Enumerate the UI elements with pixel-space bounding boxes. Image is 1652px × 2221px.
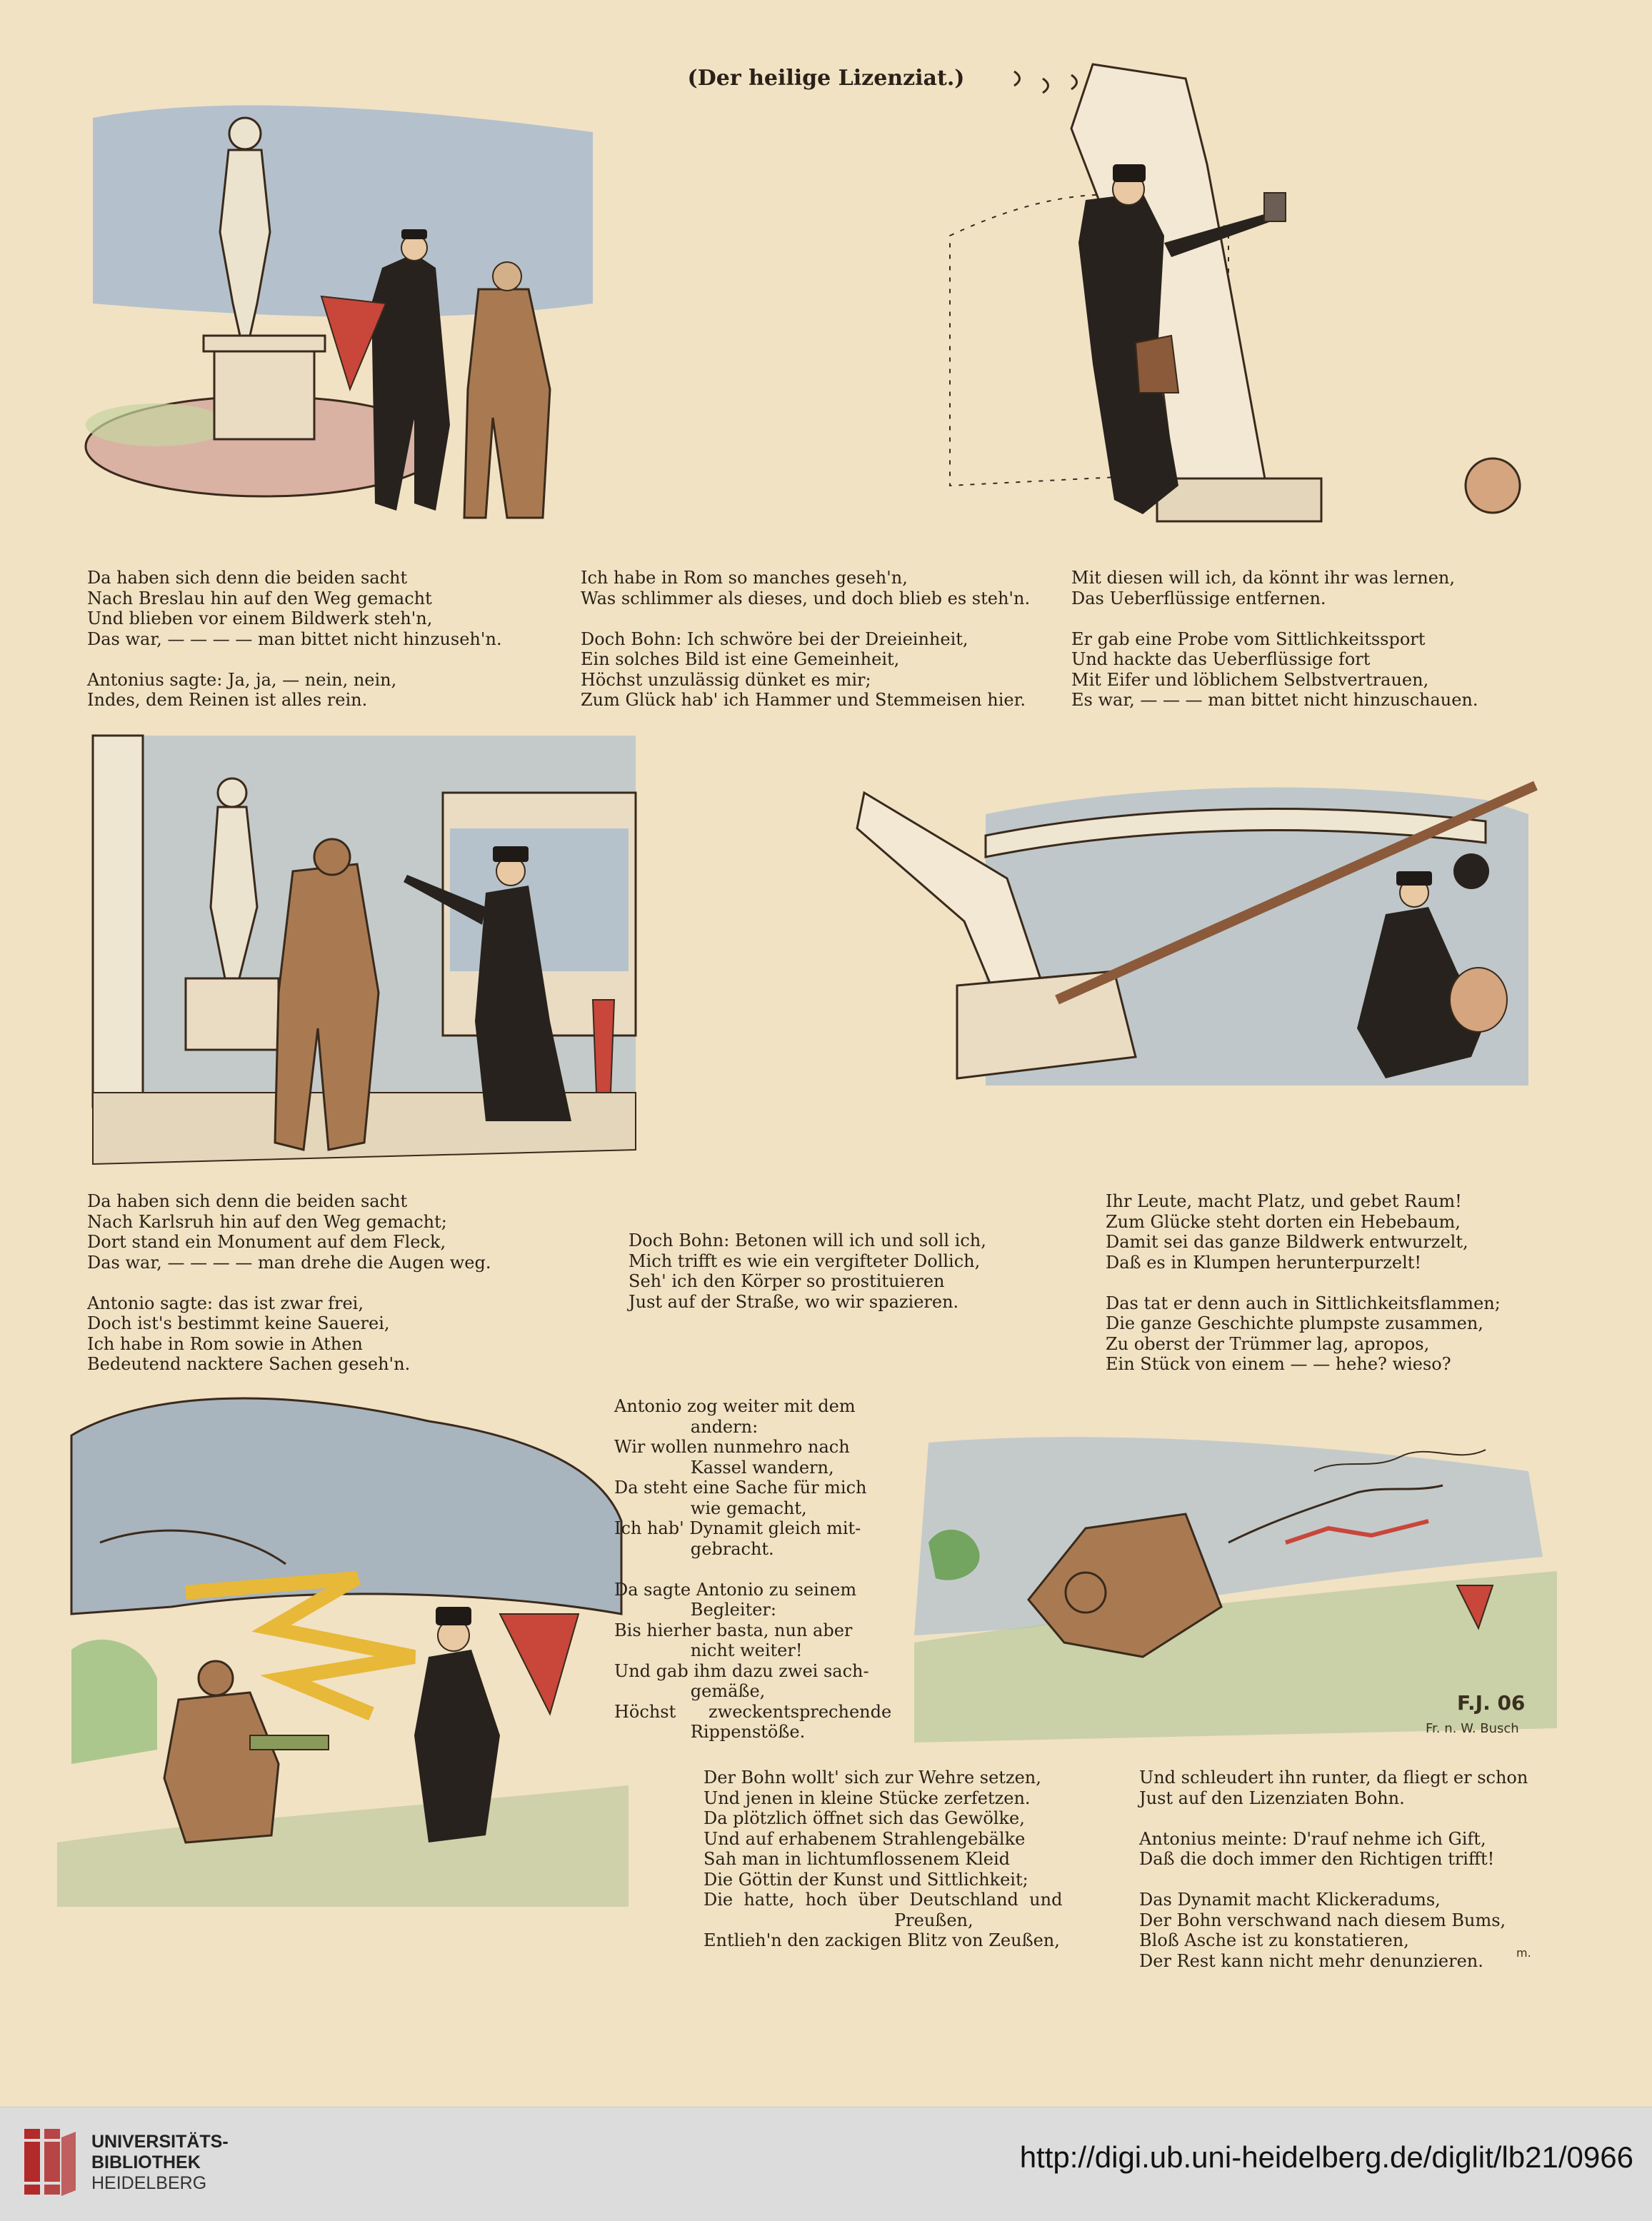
verse-panel1-left: Da haben sich denn die beiden sacht Nach Breslau hin auf den Weg gemacht Und blieben vor einem Bildwerk steh'n, Das war, — — — — man bittet nicht hinzuseh'n. Antonius sagte: Ja, ja, — nein, nein, Indes, dem Reinen ist alles rein. — [87, 568, 502, 710]
illustration-hammer-statue — [928, 57, 1571, 557]
mark-m: m. — [1516, 1946, 1531, 1960]
source-url-link[interactable]: http://digi.ub.uni-heidelberg.de/diglit/lb21/0966 — [1019, 2140, 1633, 2174]
library-name-line2: BIBLIOTHEK — [91, 2152, 201, 2172]
verse-panel2-middle: Doch Bohn: Betonen will ich und soll ich, Mich trifft es wie ein vergifteter Dollich, Seh' ich den Körper so prostituieren Just auf der Straße, wo wir spazieren. — [629, 1230, 986, 1312]
library-name[interactable] — [91, 2132, 229, 2194]
verse-panel2-left: Da haben sich denn die beiden sacht Nach Karlsruh hin auf den Weg gemacht; Dort stand ein Monument auf dem Fleck, Das war, — — — — man drehe die Augen weg. Antonio sagte: das ist zwar frei, Doch ist's bestimmt keine Sauerei, Ich habe in Rom sowie in Athen Bedeutend nacktere Sachen geseh'n. — [87, 1191, 491, 1374]
illustration-lever-topple — [843, 771, 1557, 1143]
artist-signature: F.J. 06 — [1457, 1691, 1526, 1715]
verse-panel4-left: Der Bohn wollt' sich zur Wehre setzen, Und jenen in kleine Stücke zerfetzen. Da plötzlich öffnet sich das Gewölke, Und auf erhabenem Strahlengebälke Sah man in lichtumflossenem Kleid Die Göttin der Kunst und Sittlichkeit; Die hatte, hoch über Deutschland und Preußen, Entlieh'n den zackigen Blitz von Zeußen, — [704, 1768, 1063, 1950]
after-credit: Fr. n. W. Busch — [1426, 1721, 1519, 1736]
verse-panel1-right: Mit diesen will ich, da könnt ihr was lernen, Das Ueberflüssige entfernen. Er gab eine Probe vom Sittlichkeitssport Und hackte das Ueberflüssige fort Mit Eifer und löblichem Selbstvertrauen, Es war, — — — man bittet nicht hinzuschauen. — [1071, 568, 1478, 710]
verse-panel4-right: Und schleudert ihn runter, da fliegt er schon Just auf den Lizenziaten Bohn. Antonius meinte: D'rauf nehme ich Gift, Daß die doch immer den Richtigen trifft! Das Dynamit macht Klickeradums, Der Bohn verschwand nach diesem Bums, Bloß Asche ist zu konstatieren, Der Rest kann nicht mehr denunzieren. — [1139, 1768, 1528, 1971]
illustration-storm-lightning — [57, 1378, 629, 1907]
library-name-line3: HEIDELBERG — [91, 2173, 207, 2193]
library-footer — [0, 2107, 1652, 2221]
verse-panel3-middle: Antonio zog weiter mit dem andern: Wir wollen nunmehro nach Kassel wandern, Da steht eine Sache für mich wie gemacht, Ich hab' Dynamit gleich mit- gebracht. Da sagte Antonio zu seinem Begleiter: Bis hierher basta, nun aber nicht weiter! Und gab ihm dazu zwei sach- gemäße, Höchst zweckentsprechende Rippenstöße. — [614, 1396, 892, 1742]
verse-panel2-right: Ihr Leute, macht Platz, und gebet Raum! Zum Glücke steht dorten ein Hebebaum, Damit sei das ganze Bildwerk entwurzelt, Daß es in Klumpen herunterpurzelt! Das tat er denn auch in Sittlichkeitsflammen; Die ganze Geschichte plumpste zusammen, Zu oberst der Trümmer lag, apropos, Ein Stück von einem — — hehe? wieso? — [1106, 1191, 1501, 1374]
library-name-line1: UNIVERSITÄTS- — [91, 2132, 229, 2152]
illustration-monument-pointing — [86, 721, 643, 1178]
university-library-logo-icon[interactable] — [20, 2122, 79, 2202]
verse-panel1-middle: Ich habe in Rom so manches geseh'n, Was schlimmer als dieses, und doch blieb es steh'n. Doch Bohn: Ich schwöre bei der Dreieinheit, Ein solches Bild ist eine Gemeinheit, Höchst unzulässig dünket es mir; Zum Glück hab' ich Hammer und Stemmeisen hier. — [581, 568, 1031, 710]
illustration-statue-fountain — [79, 89, 593, 546]
page-title: (Der heilige Lizenziat.) — [687, 66, 965, 91]
